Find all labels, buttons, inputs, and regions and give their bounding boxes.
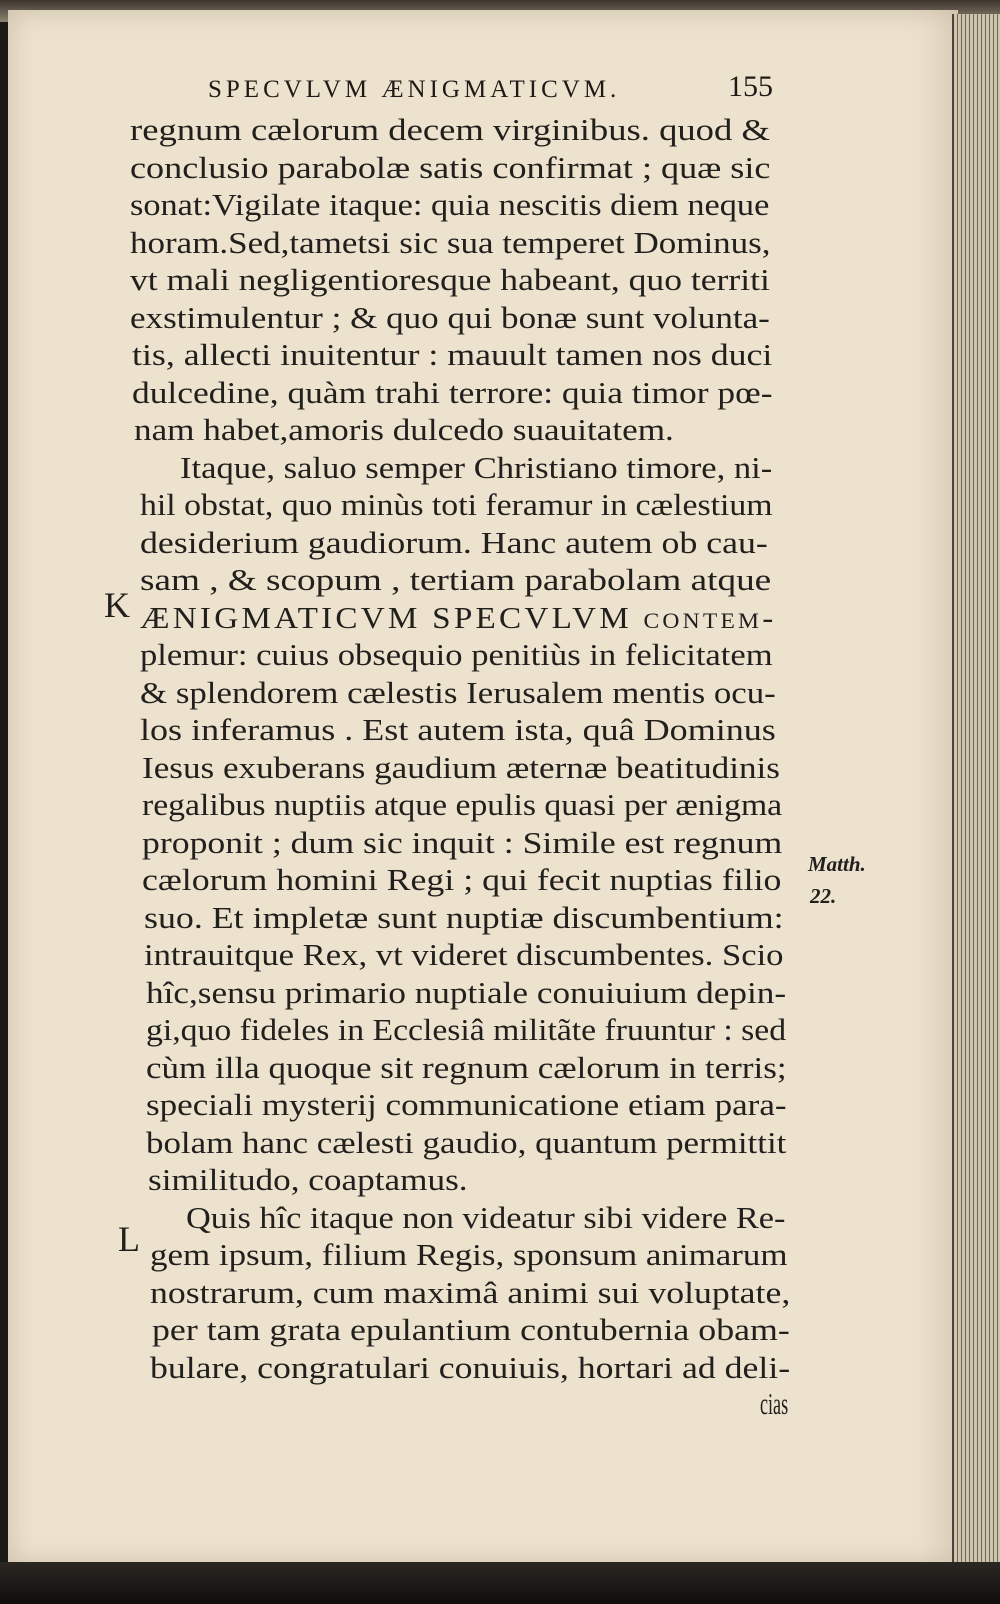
text-line: Quis hîc itaque non videatur sibi videre Re- [186, 1200, 786, 1235]
text-line: sam , & scopum , tertiam parabolam atque [140, 562, 772, 597]
text-line: plemur: cuius obsequio penitiùs in felicitatem [140, 637, 773, 672]
text-line: gi,quo fideles in Ecclesiâ militãte fruuntur : sed [146, 1012, 787, 1047]
text-line: vt mali negligentioresque habeant, quo territi [130, 262, 770, 297]
margin-note-chapter: 22. [810, 884, 837, 908]
book-bottom-edge [0, 1562, 1000, 1604]
text-line: & splendorem cælestis Ierusalem mentis ocu- [140, 675, 776, 710]
text-line: speciali mysterij communicatione etiam para- [146, 1087, 787, 1122]
text-line: Itaque, saluo semper Christiano timore, ni- [180, 450, 773, 485]
text-line: Iesus exuberans gaudium æternæ beatitudinis [142, 750, 780, 785]
text-line: bolam hanc cælesti gaudio, quantum permittit [146, 1125, 787, 1160]
margin-note-book: Matth. [808, 852, 866, 876]
text-line: horam.Sed,tametsi sic sua temperet Dominus, [130, 225, 771, 260]
text-line: cias [760, 1386, 789, 1421]
text-line: hîc,sensu primario nuptiale conuiuium depin- [146, 975, 787, 1010]
text-line: sonat:Vigilate itaque: quia nescitis diem neque [130, 187, 770, 222]
text-line: exstimulentur ; & quo qui bonæ sunt volunta- [130, 300, 770, 335]
text-line: tis, allecti inuitentur : mauult tamen nos duci [132, 337, 773, 372]
text-line: similitudo, coaptamus. [148, 1162, 468, 1197]
text-line: per tam grata epulantium contubernia obam- [152, 1312, 790, 1347]
text-line: intrauitque Rex, vt videret discumbentes. Scio [144, 937, 784, 972]
page-stack-edge [952, 14, 1000, 1564]
text-line: nostrarum, cum maximâ animi sui voluptate, [150, 1275, 791, 1310]
running-head: SPECVLVM ÆNIGMATICVM. [208, 76, 621, 103]
text-line: cælorum homini Regi ; qui fecit nuptias filio [142, 862, 782, 897]
text-line: nam habet,amoris dulcedo suauitatem. [134, 412, 674, 447]
text-line: hil obstat, quo minùs toti feramur in cælestium [140, 487, 773, 522]
text-line: suo. Et impletæ sunt nuptiæ discumbentium: [144, 900, 784, 935]
margin-letter-k: K [104, 585, 130, 625]
margin-letter-l: L [118, 1219, 140, 1259]
text-line: desiderium gaudiorum. Hanc autem ob cau- [140, 525, 768, 560]
text-line: cùm illa quoque sit regnum cælorum in terris; [146, 1050, 787, 1085]
text-line: regalibus nuptiis atque epulis quasi per ænigma [142, 787, 783, 822]
text-line: ÆNIGMATICVM SPECVLVM contem- [140, 600, 777, 635]
text-line: bulare, congratulari conuiuis, hortari ad deli- [150, 1350, 791, 1385]
text-line: gem ipsum, filium Regis, sponsum animarum [150, 1237, 788, 1272]
page-number: 155 [728, 70, 773, 103]
text-line: conclusio parabolæ satis confirmat ; quæ sic [130, 150, 771, 185]
text-line: dulcedine, quàm trahi terrore: quia timor pœ- [132, 375, 773, 410]
text-line: regnum cælorum decem virginibus. quod & [130, 112, 770, 147]
text-line: los inferamus . Est autem ista, quâ Dominus [140, 712, 776, 747]
text-line: proponit ; dum sic inquit : Simile est regnum [142, 825, 783, 860]
